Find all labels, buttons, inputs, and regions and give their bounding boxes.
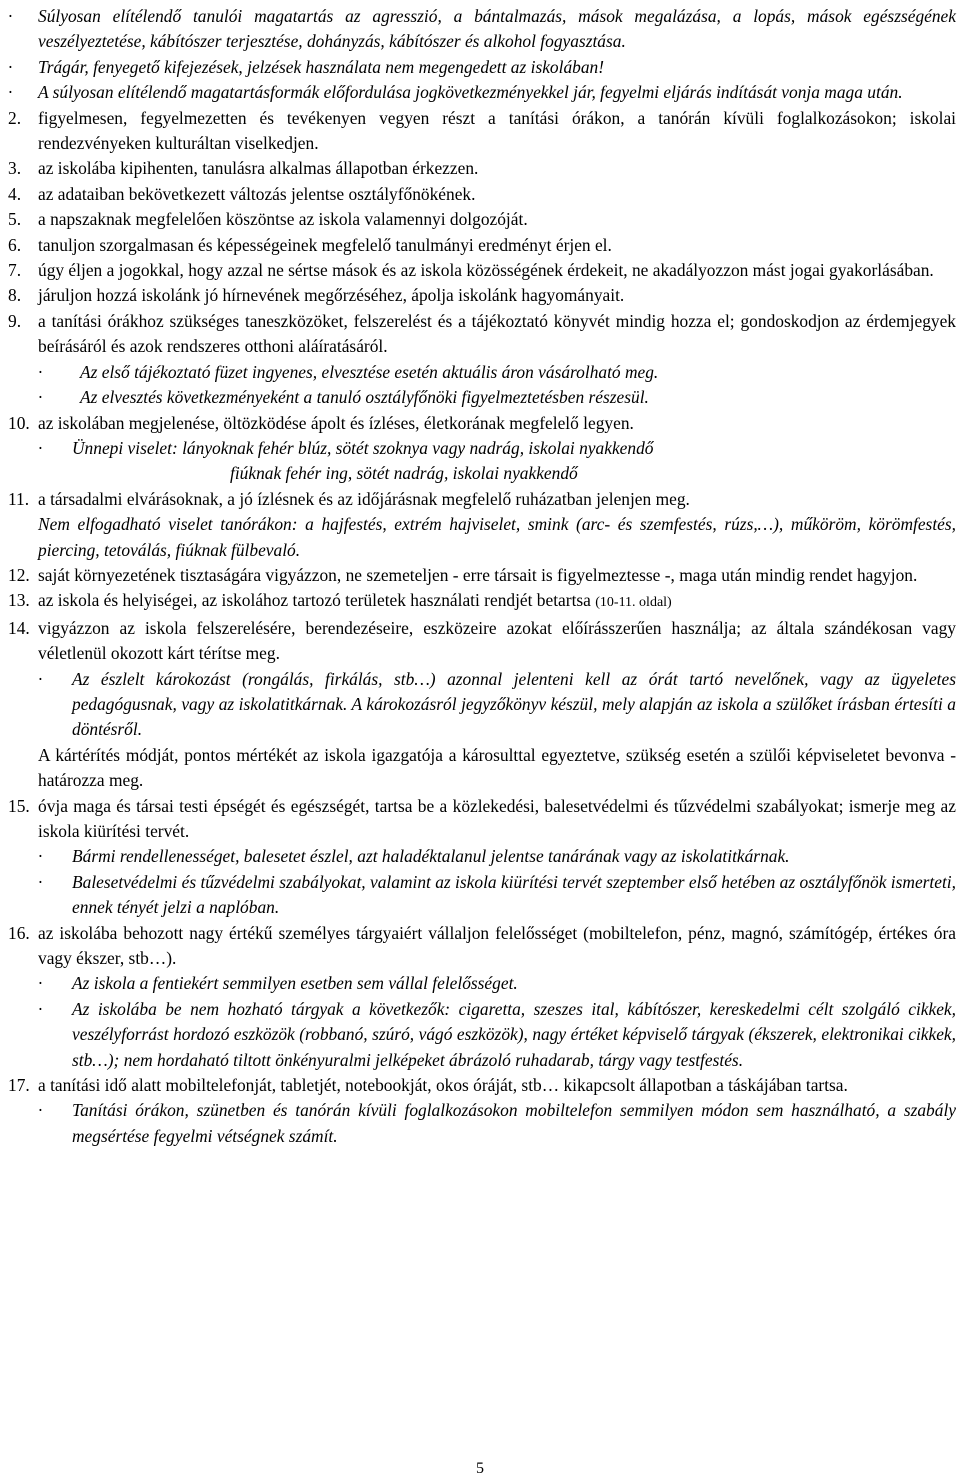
- item-number: 15.: [8, 795, 30, 816]
- intro-bullet: · A súlyosan elítélendő magatartásformák előfordulása jogkövetkezményekkel jár, fegyelmi eljárás indítását vonja maga után.: [8, 80, 956, 105]
- rule-item-8: 8. járuljon hozzá iskolánk jó hírnevének megőrzéséhez, ápolja iskolánk hagyományait.: [8, 283, 956, 308]
- bullet-marker: ·: [38, 973, 43, 994]
- rule-item-14: 14. vigyázzon az iskola felszerelésére, berendezéseire, eszközeire azokat előírásszerűen használja; az általa szándékosan vagy véletlenül okozott kárt térítse meg.: [8, 617, 956, 664]
- item-number: 13.: [8, 590, 30, 611]
- bullet-marker: ·: [38, 387, 43, 408]
- bullet-marker: ·: [38, 668, 43, 689]
- rule-10-sub: · Ünnepi viselet: lányoknak fehér blúz, sötét szoknya vagy nadrág, iskolai nyakkendő: [8, 436, 956, 461]
- rule-9-sub: · Az elvesztés következményeként a tanuló osztályfőnöki figyelmeztetésben részesül.: [8, 385, 956, 410]
- rule-16-sub: · Az iskola a fentiekért semmilyen esetben sem vállal felelősséget.: [8, 971, 956, 996]
- rule-item-6: 6. tanuljon szorgalmasan és képességeinek megfelelő tanulmányi eredményt érjen el.: [8, 233, 956, 258]
- item-number: 4.: [8, 183, 22, 204]
- item-number: 9.: [8, 310, 22, 331]
- bullet-marker: ·: [8, 56, 13, 77]
- intro-bullet: · Súlyosan elítélendő tanulói magatartás az agresszió, a bántalmazás, mások megalázása, a lopás, mások egészségének veszélyeztetése, kábítószer terjesztése, dohányzás, kábítószer és alkohol fogyasztása.: [8, 6, 956, 52]
- intro-bullet: · Trágár, fenyegető kifejezések, jelzések használata nem megengedett az iskolában!: [8, 55, 956, 80]
- item-number: 2.: [8, 107, 22, 128]
- rule-14-sub: · Az észlelt károkozást (rongálás, firkálás, stb…) azonnal jelenteni kell az órát tartó nevelőnek, vagy az ügyeletes pedagógusnak, vagy az iskolatitkárnak. A károkozásról jegyzőkönyv készül, mely alapján az iskola a szülőket írásban értesíti a döntésről.: [38, 668, 956, 740]
- rule-14-note: A kártérítés módját, pontos mértékét az iskola igazgatója a károsulttal egyeztetve, szükség esetén a szülői képviseletet bevonva - határozza meg.: [38, 744, 956, 791]
- bullet-marker: ·: [8, 82, 13, 103]
- rule-item-4: 4. az adataiban bekövetkezett változás jelentse osztályfőnökének.: [8, 182, 956, 207]
- bullet-marker: ·: [38, 437, 43, 458]
- bullet-marker: ·: [38, 998, 43, 1019]
- bullet-marker: ·: [8, 6, 13, 26]
- rule-item-5: 5. a napszaknak megfelelően köszöntse az iskola valamennyi dolgozóját.: [8, 207, 956, 232]
- bullet-marker: ·: [38, 846, 43, 867]
- item-number: 3.: [8, 158, 22, 179]
- item-number: 11.: [8, 488, 30, 509]
- rule-item-13: 13. az iskola és helyiségei, az iskolához tartozó területek használati rendjét betartsa (10-11. oldal): [8, 588, 956, 615]
- rule-15-sub: · Bármi rendellenességet, balesetet észlel, azt haladéktalanul jelentse tanárának vagy az iskolatitkárnak.: [8, 844, 956, 869]
- rule-11-note: Nem elfogadható viselet tanórákon: a hajfestés, extrém hajviselet, smink (arc- és szemfestés, rúzs,…), műköröm, körömfestés, piercing, tetoválás, fiúknak fülbevaló.: [38, 514, 956, 560]
- item-number: 6.: [8, 234, 22, 255]
- item-number: 10.: [8, 412, 30, 433]
- item-number: 16.: [8, 922, 30, 943]
- item-number: 17.: [8, 1075, 30, 1096]
- rule-item-16: 16. az iskolába behozott nagy értékű személyes tárgyaiért vállaljon felelősséget (mobiltelefon, pénz, magnó, számítógép, értékes óra vagy ékszer, stb…).: [8, 922, 956, 969]
- item-number: 5.: [8, 209, 22, 230]
- item-number: 8.: [8, 285, 22, 306]
- rule-item-17: 17. a tanítási idő alatt mobiltelefonját, tabletjét, notebookját, okos óráját, stb… kikapcsolt állapotban a táskájában tartsa.: [8, 1073, 956, 1098]
- rule-item-7: 7. úgy éljen a jogokkal, hogy azzal ne sértse mások és az iskola közösségének érdekeit, ne akadályozzon mást jogai gyakorlásában.: [8, 258, 956, 283]
- page-number: 5: [476, 1460, 484, 1477]
- bullet-marker: ·: [38, 871, 43, 892]
- page-reference: (10-11. oldal): [595, 595, 672, 611]
- bullet-marker: ·: [38, 361, 43, 382]
- rule-17-sub: · Tanítási órákon, szünetben és tanórán kívüli foglalkozásokon mobiltelefon semmilyen módon sem használható, a szabály megsértése fegyelmi vétségnek számít.: [38, 1100, 956, 1146]
- rule-item-2: 2. figyelmesen, fegyelmezetten és tevékenyen vegyen részt a tanítási órákon, a tanórán kívüli foglalkozásokon; iskolai rendezvényeken kulturáltan viselkedjen.: [8, 107, 956, 154]
- rule-item-10: 10. az iskolában megjelenése, öltözködése ápolt és ízléses, életkorának megfelelő legyen.: [8, 411, 956, 436]
- item-number: 7.: [8, 260, 22, 281]
- rule-item-3: 3. az iskolába kipihenten, tanulásra alkalmas állapotban érkezzen.: [8, 156, 956, 181]
- rule-item-11: 11. a társadalmi elvárásoknak, a jó ízlésnek és az időjárásnak megfelelő ruházatban jelenjen meg.: [8, 487, 956, 512]
- rule-item-9: 9. a tanítási órákhoz szükséges taneszközöket, felszerelést és a tájékoztató könyvét mindig hozza el; gondoskodjon az érdemjegyek beírásáról és azok rendszeres otthoni aláíratásáról.: [8, 310, 956, 357]
- rule-10-sub-cont: fiúknak fehér ing, sötét nadrág, iskolai nyakkendő: [230, 463, 578, 484]
- rule-item-12: 12. saját környezetének tisztaságára vigyázzon, ne szemeteljen - erre társait is figyelmeztesse -, maga után mindig rendet hagyjon.: [8, 563, 956, 588]
- item-number: 14.: [8, 617, 30, 638]
- rule-9-sub: · Az első tájékoztató füzet ingyenes, elvesztése esetén aktuális áron vásárolható meg.: [8, 360, 956, 385]
- rule-16-sub: · Az iskolába be nem hozható tárgyak a következők: cigaretta, szeszes ital, kábítószer, kereskedelmi célt szolgáló cikkek, veszélyforrást hordozó eszközök (robbanó, szúró, vágó eszközök), nagy értéket képviselő tárgyak (ékszerek, elektronikai cikkek, stb…); nem hordaható tiltott önkényuralmi jelképeket ábrázoló ruhadarab, tárgy vagy testfestés.: [38, 998, 956, 1070]
- item-number: 12.: [8, 564, 30, 585]
- rule-item-15: 15. óvja maga és társai testi épségét és egészségét, tartsa be a közlekedési, balesetvédelmi és tűzvédelmi szabályokat; ismerje meg az iskola kiürítési tervét.: [8, 795, 956, 841]
- bullet-marker: ·: [38, 1100, 43, 1121]
- rule-15-sub: · Balesetvédelmi és tűzvédelmi szabályokat, valamint az iskola kiürítési tervét szeptember első hetében az osztályfőnök ismerteti, ennek tényét jelzi a naplóban.: [38, 871, 956, 918]
